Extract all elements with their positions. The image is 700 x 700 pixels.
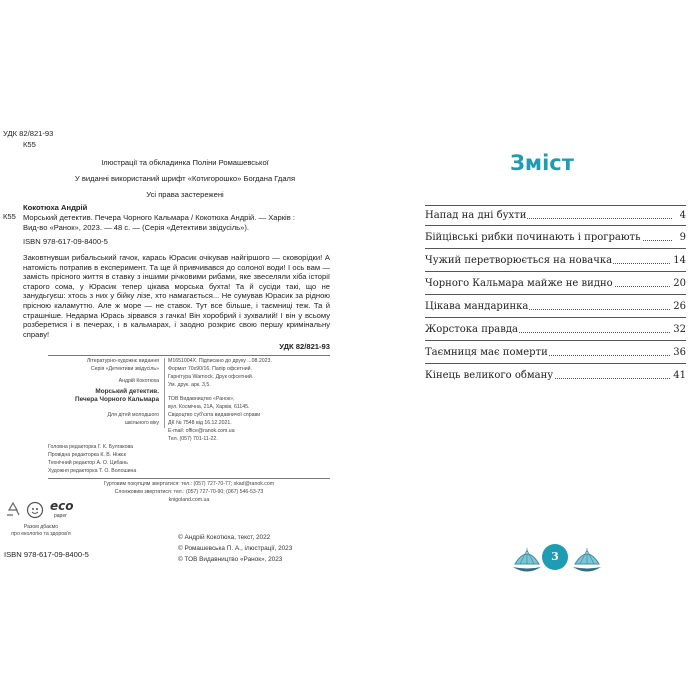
toc-divider <box>425 205 686 206</box>
toc-entry-page: 9 <box>679 232 686 243</box>
publisher-phone: Тел. (057) 701-11-22. <box>168 436 218 442</box>
toc-divider <box>425 225 686 226</box>
contacts-website: knigoland.com.ua <box>168 497 210 503</box>
credit-illustrations: Ілюстрації та обкладинка Поліни Ромашевської <box>101 158 269 167</box>
contacts-retail: Слонжовим звертатися: тел.: (057) 727-70-90; (067) 546-53-73 <box>114 489 264 495</box>
shell-left-icon <box>512 540 542 579</box>
toc-entry <box>425 344 686 360</box>
toc-entry-title: Кінець великого обману <box>425 370 554 381</box>
toc-entry-page: 26 <box>673 301 686 312</box>
biblio-line-2: Вид-во «Ранок», 2023. — 48 с. — (Серія «Детективи звідусіль»). <box>23 223 249 232</box>
divider <box>48 355 330 356</box>
toc-entry <box>425 321 686 337</box>
toc-entry-page: 36 <box>673 347 686 358</box>
title-bold-2: Печера Чорного Кальмара <box>75 396 159 403</box>
print-info-3: Гарнітура Warnock. Друк офсетний. <box>168 374 254 380</box>
toc-entry-title: Бійцівські рибки починають і програють <box>425 232 641 243</box>
eco-logo-sub: paper <box>54 513 67 519</box>
toc-entry-title: Напад на дні бухти <box>425 210 527 221</box>
toc-divider <box>425 363 686 364</box>
toc-entry-page: 32 <box>673 324 686 335</box>
credit-rights: Усі права застережені <box>146 190 224 199</box>
title-bold-1: Морський детектив. <box>95 388 159 395</box>
toc-title: Зміст <box>510 151 574 175</box>
biblio-line-1: Морський детектив. Печера Чорного Кальмара / Кокотюха Андрій. — Харків : <box>23 213 295 222</box>
edition-type: Літературно-художнє видання <box>86 358 159 364</box>
toc-divider <box>425 340 686 341</box>
publisher-certificate-no: ДК № 7548 від 16.12.2021. <box>168 420 232 426</box>
toc-entry-title: Жорстока правда <box>425 324 518 335</box>
earth-icon <box>26 501 44 524</box>
annotation-text: Заковтнувши рибальський гачок, карась Юрасик очікував найгіршого — сковорідки! А натомість потрапив в експеримент. Та ще й привчивався до солоної води! І ось вам — замість прісного життя в ставку з іншими річковими рибами, яке звеселяли хіба історії старого сома, у Юрасик тепер цікава морська бухта! Та й сусіди такі, що не занудьгуєш: хтось з них у бійку лізе, хто намагається... Не сумував Юрасик за рідною прісною каламуттю. Але ж море — не ставок. Тут все більше, і таємниці теж. Та й страшніше. Недарма Юрась зірвався з гачка! Він хоробрий і зухвалий! І він у всьому розберетися і в печерах, і в кальмарах, і заодно розкриє свою першу кримінальну справу! <box>23 253 330 339</box>
toc-divider <box>425 248 686 249</box>
toc-entry-page: 4 <box>679 210 686 221</box>
toc-divider <box>425 271 686 272</box>
toc-entry <box>425 229 686 245</box>
toc-entry <box>425 298 686 314</box>
print-info-1: М1651004Х. Підписано до друку ...08.2023. <box>168 358 272 364</box>
publisher-certificate: Свідоцтво суб'єкта видавничої справи <box>168 412 261 418</box>
udk-code-top: УДК 82/821-93 <box>3 129 54 138</box>
publisher-name: ТОВ Видавництво «Ранок», <box>168 396 235 402</box>
toc-entry-title: Чорного Кальмара майже не видно <box>425 278 613 289</box>
editor-chief: Головна редакторка Г. К. Булгакова <box>48 444 134 450</box>
isbn-line: ISBN 978-617-09-8400-5 <box>23 237 108 246</box>
publisher-email: E-mail: office@ranok.com.ua <box>168 428 235 434</box>
page-number: 3 <box>542 544 568 570</box>
toc-entry-page: 41 <box>673 370 686 381</box>
print-info-4: Ум. друк. арк. 3,5. <box>168 382 211 388</box>
shell-right-icon <box>572 540 602 579</box>
toc-divider <box>425 317 686 318</box>
editor-art: Художня редакторка Т. О. Волошина <box>48 468 137 474</box>
toc-entry <box>425 207 686 223</box>
column-divider <box>164 358 165 428</box>
eco-caption-1: Разом дбаємо <box>23 524 59 530</box>
udk-code-bottom: УДК 82/821-93 <box>279 342 330 351</box>
copyright-author: © Андрій Кокотюха, текст, 2022 <box>178 534 271 541</box>
isbn-bottom: ISBN 978-617-09-8400-5 <box>4 550 89 559</box>
copyright-illustrator: © Ромашевська П. А., ілюстрації, 2023 <box>178 545 293 552</box>
toc-entry-page: 20 <box>673 278 686 289</box>
publisher-address: вул. Космічна, 21А, Харків, 61145. <box>168 404 250 410</box>
author-name: Кокотюха Андрій <box>23 203 88 212</box>
print-info-2: Формат 70х90/16. Папір офсетний. <box>168 366 252 372</box>
copyright-publisher: © ТОВ Видавництво «Ранок», 2023 <box>178 556 283 563</box>
k55-code-top: К55 <box>23 140 36 149</box>
toc-entry <box>425 367 686 383</box>
toc-entry-title: Цікава мандаринка <box>425 301 529 312</box>
toc-entry-title: Чужий перетворюється на новачка <box>425 255 613 266</box>
divider <box>48 478 330 479</box>
toc-entry-page: 14 <box>673 255 686 266</box>
toc-entry <box>425 275 686 291</box>
audience-1: Для дітей молодшого <box>107 412 159 418</box>
eco-logo: eco <box>50 499 74 513</box>
editor-lead: Провідна редакторка К. В. Ніжєк <box>48 452 126 458</box>
eco-caption-2: про екологію та здоров'я <box>11 531 71 537</box>
contacts-wholesale: Гуртовим покупцям звертатися: тел.: (057) 727-70-77; skad@ranok.com <box>103 481 275 487</box>
credit-font: У виданні використаний шрифт «Котигорошко» Богдана Гдаля <box>74 174 296 183</box>
recycle-icon <box>4 501 22 524</box>
toc-divider <box>425 294 686 295</box>
toc-entry-title: Таємниця має померти <box>425 347 548 358</box>
audience-2: шкільного віку <box>125 420 159 426</box>
author-small: Андрій Кокотюха <box>118 378 159 384</box>
k55-code-side: К55 <box>3 212 16 221</box>
editor-tech: Технічний редактор А. О. Цибань <box>48 460 128 466</box>
series-name: Серія «Детективи звідусіль» <box>90 366 159 372</box>
toc-entry <box>425 252 686 268</box>
